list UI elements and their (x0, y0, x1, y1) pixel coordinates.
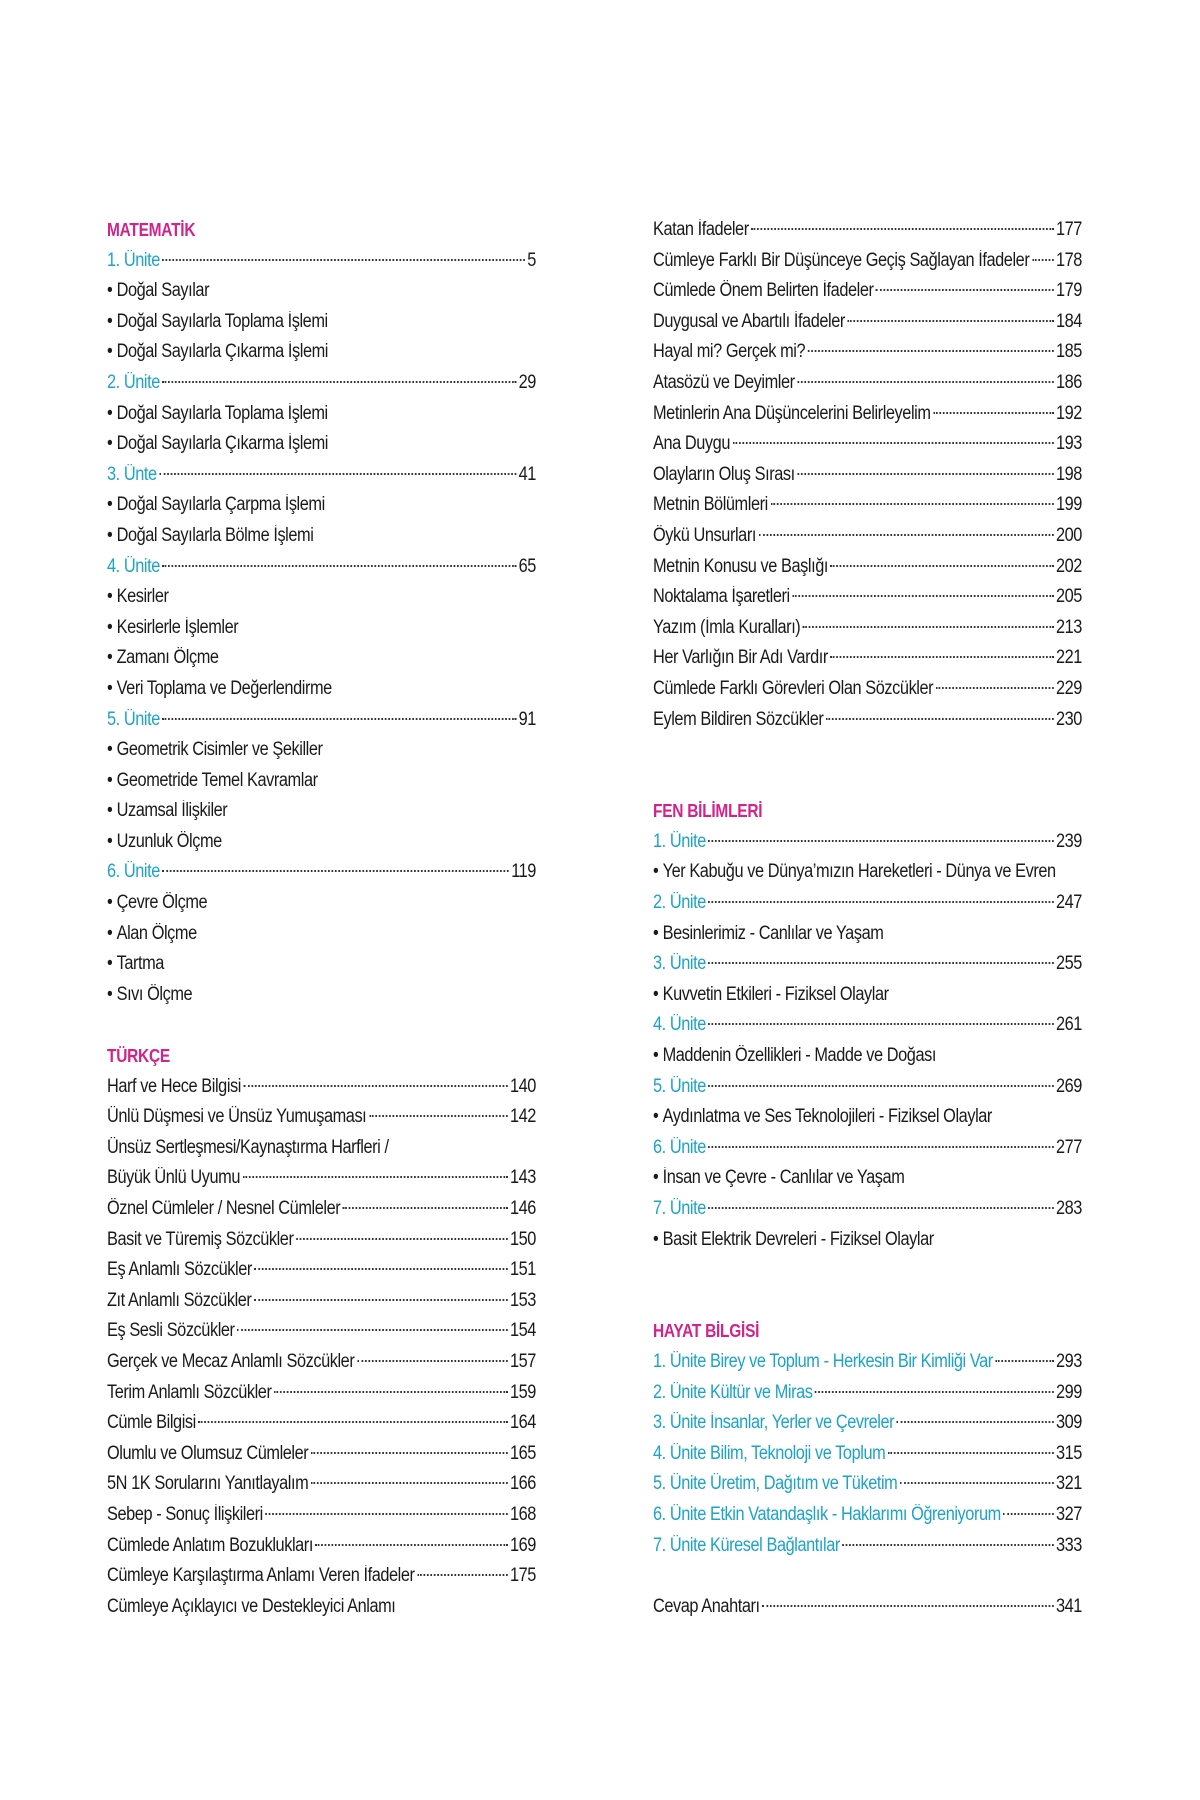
toc-left-column (107, 215, 537, 1622)
page-number: 168 (509, 1503, 536, 1525)
page-number: 142 (509, 1106, 536, 1128)
dot-leader (254, 1268, 507, 1270)
section-spacer (653, 1561, 1083, 1592)
topic-bullet-item (653, 980, 1082, 1011)
entry-title: • Doğal Sayılarla Çarpma İşlemi (107, 490, 325, 521)
page-number: 184 (1055, 310, 1082, 332)
page-number: 153 (509, 1289, 536, 1311)
toc-entry (107, 1133, 536, 1164)
topic-bullet-item (107, 276, 536, 307)
page-number: 193 (1055, 433, 1082, 455)
dot-leader (792, 595, 1053, 597)
page-number: 41 (518, 463, 536, 485)
entry-title: Duygusal ve Abartılı İfadeler (653, 310, 845, 332)
entry-title: 3. Ünite (653, 953, 706, 975)
dot-leader (815, 1391, 1053, 1393)
entry-title: • Alan Ölçme (107, 919, 197, 950)
page-number: 154 (509, 1320, 536, 1342)
page-number: 199 (1055, 494, 1082, 516)
dot-leader (830, 656, 1053, 658)
topic-bullet-item (107, 674, 536, 705)
entry-title: Terim Anlamlı Sözcükler (107, 1381, 272, 1403)
toc-entry (653, 337, 1082, 368)
unit-entry (653, 888, 1082, 919)
page-number: 166 (509, 1473, 536, 1495)
dot-leader (708, 1085, 1053, 1087)
toc-entry (107, 1469, 536, 1500)
toc-entry (107, 1531, 536, 1562)
entry-title: 4. Ünite (107, 555, 160, 577)
page-number: 164 (509, 1412, 536, 1434)
entry-title: • Geometrik Cisimler ve Şekiller (107, 735, 323, 766)
entry-title: • Çevre Ölçme (107, 888, 207, 919)
entry-title: • Kuvvetin Etkileri - Fiziksel Olaylar (653, 980, 889, 1011)
unit-entry (107, 368, 536, 399)
entry-title: 1. Ünite Birey ve Toplum - Herkesin Bir Kimliği Var (653, 1350, 993, 1372)
entry-title: 2. Ünite Kültür ve Miras (653, 1381, 813, 1403)
topic-bullet-item (653, 857, 1082, 888)
dot-leader (803, 626, 1054, 628)
page-number: 293 (1055, 1350, 1082, 1372)
toc-entry (107, 1347, 536, 1378)
entry-title: • Besinlerimiz - Canlılar ve Yaşam (653, 919, 883, 950)
page-number: 185 (1055, 341, 1082, 363)
topic-bullet-item (653, 1041, 1082, 1072)
entry-title: Noktalama İşaretleri (653, 586, 790, 608)
dot-leader (708, 1146, 1053, 1148)
entry-title: Harf ve Hece Bilgisi (107, 1075, 241, 1097)
dot-leader (343, 1207, 508, 1209)
unit-entry (653, 1010, 1082, 1041)
entry-title: Metnin Bölümleri (653, 494, 768, 516)
entry-title: Yazım (İmla Kuralları) (653, 616, 801, 638)
entry-title: Hayal mi? Gerçek mi? (653, 341, 806, 363)
dot-leader (876, 289, 1053, 291)
topic-bullet-item (107, 521, 536, 552)
entry-title: 5. Ünite Üretim, Dağıtım ve Tüketim (653, 1473, 898, 1495)
entry-title: • Yer Kabuğu ve Dünya’mızın Hareketleri - Dünya ve Evren (653, 857, 1056, 888)
toc-entry (653, 521, 1082, 552)
dot-leader (162, 870, 508, 872)
dot-leader (797, 381, 1053, 383)
dot-leader (237, 1329, 507, 1331)
entry-title: Her Varlığın Bir Adı Vardır (653, 647, 828, 669)
topic-bullet-item (107, 307, 536, 338)
dot-leader (900, 1482, 1053, 1484)
page-number: 159 (509, 1381, 536, 1403)
dot-leader (417, 1574, 507, 1576)
entry-title: • Uzunluk Ölçme (107, 827, 222, 858)
toc-entry (653, 429, 1082, 460)
topic-bullet-item (107, 796, 536, 827)
page-number: 198 (1055, 463, 1082, 485)
toc-entry (653, 307, 1082, 338)
entry-title: • Tartma (107, 949, 164, 980)
toc-entry (107, 1072, 536, 1103)
toc-entry (653, 276, 1082, 307)
toc-entry (653, 246, 1082, 277)
toc-entry (653, 643, 1082, 674)
dot-leader (762, 1605, 1053, 1607)
dot-leader (708, 1207, 1053, 1209)
dot-leader (897, 1421, 1054, 1423)
toc-entry (107, 1286, 536, 1317)
page-number: 269 (1055, 1075, 1082, 1097)
entry-title: Ünsüz Sertleşmesi/Kaynaştırma Harfleri / (107, 1136, 389, 1158)
page-number: 327 (1055, 1503, 1082, 1525)
unit-entry (653, 1133, 1082, 1164)
dot-leader (244, 1085, 508, 1087)
entry-title: 6. Ünite (653, 1136, 706, 1158)
entry-title: • Doğal Sayılar (107, 276, 209, 307)
entry-title: Cümleye Farklı Bir Düşünceye Geçiş Sağlayan İfadeler (653, 249, 1030, 271)
unit-entry (107, 705, 536, 736)
page-number: 299 (1055, 1381, 1082, 1403)
entry-title: Ana Duygu (653, 433, 730, 455)
page-number: 239 (1055, 830, 1082, 852)
entry-title: • Geometride Temel Kavramlar (107, 766, 318, 797)
page-number: 283 (1055, 1198, 1082, 1219)
entry-title: Ünlü Düşmesi ve Ünsüz Yumuşaması (107, 1106, 367, 1128)
page-number: 151 (509, 1259, 536, 1281)
toc-entry (653, 582, 1082, 613)
topic-bullet-item (107, 429, 536, 460)
dot-leader (369, 1115, 508, 1117)
page-number: 255 (1055, 953, 1082, 975)
entry-title: 6. Ünite Etkin Vatandaşlık - Haklarımı Öğreniyorum (653, 1503, 1001, 1525)
entry-title: Eylem Bildiren Sözcükler (653, 708, 824, 730)
entry-title: Öykü Unsurları (653, 524, 756, 546)
entry-title: • Doğal Sayılarla Çıkarma İşlemi (107, 337, 328, 368)
section-heading-turkce: TÜRKÇE (107, 1046, 170, 1067)
entry-title: Öznel Cümleler / Nesnel Cümleler (107, 1198, 341, 1219)
unit-entry (653, 1072, 1082, 1103)
entry-title: Basit ve Türemiş Sözcükler (107, 1228, 294, 1250)
dot-leader (296, 1238, 507, 1240)
section-heading-hayat-bi-lgi-si: HAYAT BİLGİSİ (653, 1321, 760, 1342)
toc-entry (107, 1194, 536, 1225)
entry-title: 2. Ünite (107, 371, 160, 393)
page-number: 309 (1055, 1412, 1082, 1434)
dot-leader (1003, 1513, 1053, 1515)
toc-entry (107, 1378, 536, 1409)
dot-leader (159, 473, 516, 475)
entry-title: Cevap Anahtarı (653, 1595, 760, 1617)
dot-leader (842, 1544, 1053, 1546)
toc-entry (107, 1225, 536, 1256)
entry-title: • Doğal Sayılarla Toplama İşlemi (107, 399, 328, 430)
entry-title: • Doğal Sayılarla Toplama İşlemi (107, 307, 328, 338)
toc-entry (107, 1316, 536, 1347)
toc-right-column (653, 215, 1083, 1622)
dot-leader (357, 1360, 507, 1362)
entry-title: Cümlede Farklı Görevleri Olan Sözcükler (653, 677, 934, 699)
entry-title: Olumlu ve Olumsuz Cümleler (107, 1442, 309, 1464)
entry-title: 6. Ünite (107, 861, 160, 883)
entry-title: Büyük Ünlü Uyumu (107, 1167, 240, 1189)
unit-entry (653, 1408, 1082, 1439)
unit-entry (107, 460, 536, 491)
page-number: 315 (1055, 1442, 1082, 1464)
toc-entry (107, 1592, 536, 1623)
topic-bullet-item (107, 337, 536, 368)
entry-title: • Basit Elektrik Devreleri - Fiziksel Olaylar (653, 1225, 934, 1256)
entry-title: • Aydınlatma ve Ses Teknolojileri - Fiziksel Olaylar (653, 1102, 992, 1133)
unit-entry (653, 1347, 1082, 1378)
toc-entry (107, 1255, 536, 1286)
topic-bullet-item (107, 888, 536, 919)
toc-entry (653, 552, 1082, 583)
unit-entry (653, 1378, 1082, 1409)
page-number: 5 (527, 249, 536, 271)
page-number: 177 (1055, 219, 1082, 240)
section-spacer (653, 1255, 1083, 1316)
topic-bullet-item (107, 766, 536, 797)
dot-leader (759, 534, 1054, 536)
entry-title: • Kesirler (107, 582, 169, 613)
entry-title: 7. Ünite (653, 1198, 706, 1219)
dot-leader (265, 1513, 507, 1515)
dot-leader (708, 1023, 1053, 1025)
topic-bullet-item (107, 735, 536, 766)
dot-leader (162, 565, 516, 567)
unit-entry (107, 857, 536, 888)
dot-leader (198, 1421, 507, 1423)
topic-bullet-item (107, 980, 536, 1011)
page-number: 157 (509, 1350, 536, 1372)
page-number: 119 (511, 861, 536, 883)
page-number: 261 (1055, 1014, 1082, 1036)
entry-title: Cümlede Anlatım Bozuklukları (107, 1534, 313, 1556)
entry-title: 3. Ünte (107, 463, 157, 485)
entry-title: Gerçek ve Mecaz Anlamlı Sözcükler (107, 1350, 355, 1372)
entry-title: 5N 1K Sorularını Yanıtlayalım (107, 1473, 309, 1495)
dot-leader (733, 442, 1054, 444)
page-number: 65 (518, 555, 536, 577)
toc-entry (653, 613, 1082, 644)
dot-leader (162, 718, 516, 720)
dot-leader (311, 1482, 508, 1484)
unit-entry (653, 1531, 1082, 1562)
page-number: 91 (518, 708, 536, 730)
entry-title: Eş Sesli Sözcükler (107, 1320, 235, 1342)
page-number: 169 (509, 1534, 536, 1556)
page-number: 165 (509, 1442, 536, 1464)
entry-title: • Maddenin Özellikleri - Madde ve Doğası (653, 1041, 936, 1072)
unit-entry (107, 246, 536, 277)
toc-entry (653, 490, 1082, 521)
entry-title: 4. Ünite (653, 1014, 706, 1036)
toc-entry (107, 1439, 536, 1470)
entry-title: 4. Ünite Bilim, Teknoloji ve Toplum (653, 1442, 886, 1464)
toc-entry (653, 399, 1082, 430)
topic-bullet-item (107, 827, 536, 858)
topic-bullet-item (653, 1163, 1082, 1194)
page-number: 150 (509, 1228, 536, 1250)
unit-entry (653, 1500, 1082, 1531)
page-number: 333 (1055, 1534, 1082, 1556)
entry-title: 3. Ünite İnsanlar, Yerler ve Çevreler (653, 1412, 895, 1434)
unit-entry (653, 1469, 1082, 1500)
topic-bullet-item (653, 1225, 1082, 1256)
dot-leader (708, 901, 1053, 903)
section-heading-fen-bi-li-mleri: FEN BİLİMLERİ (653, 801, 763, 822)
unit-entry (653, 1439, 1082, 1470)
dot-leader (797, 473, 1053, 475)
entry-title: Cümlede Önem Belirten İfadeler (653, 280, 874, 302)
entry-title: Katan İfadeler (653, 219, 749, 240)
page-number: 277 (1055, 1136, 1082, 1158)
page-number: 247 (1055, 892, 1082, 914)
toc-entry (107, 1561, 536, 1592)
toc-entry (653, 460, 1082, 491)
page-number: 29 (518, 371, 536, 393)
dot-leader (254, 1299, 507, 1301)
entry-title: • Sıvı Ölçme (107, 980, 192, 1011)
toc-entry (653, 368, 1082, 399)
topic-bullet-item (107, 613, 536, 644)
page-number: 341 (1055, 1595, 1082, 1617)
entry-title: Zıt Anlamlı Sözcükler (107, 1289, 252, 1311)
page-number: 202 (1055, 555, 1082, 577)
dot-leader (162, 259, 524, 261)
page-number: 230 (1055, 708, 1082, 730)
toc-entry (653, 705, 1082, 736)
toc-entry (653, 215, 1082, 246)
dot-leader (708, 962, 1053, 964)
topic-bullet-item (107, 399, 536, 430)
page-number: 178 (1055, 249, 1082, 271)
toc-entry (107, 1163, 536, 1194)
topic-bullet-item (653, 1102, 1082, 1133)
page-number: 146 (509, 1198, 536, 1219)
entry-title: 2. Ünite (653, 892, 706, 914)
dot-leader (831, 565, 1054, 567)
toc-entry (107, 1102, 536, 1133)
topic-bullet-item (107, 919, 536, 950)
dot-leader (933, 412, 1053, 414)
dot-leader (311, 1452, 508, 1454)
entry-title: • Doğal Sayılarla Çıkarma İşlemi (107, 429, 328, 460)
page-number: 213 (1055, 616, 1082, 638)
entry-title: Cümleye Açıklayıcı ve Destekleyici Anlamı (107, 1595, 396, 1617)
entry-title: • Kesirlerle İşlemler (107, 613, 238, 644)
dot-leader (936, 687, 1054, 689)
entry-title: 5. Ünite (653, 1075, 706, 1097)
dot-leader (888, 1452, 1054, 1454)
dot-leader (1032, 259, 1054, 261)
page-number: 205 (1055, 586, 1082, 608)
entry-title: Cümle Bilgisi (107, 1412, 196, 1434)
page-number: 140 (509, 1075, 536, 1097)
page-number: 186 (1055, 371, 1082, 393)
topic-bullet-item (107, 582, 536, 613)
unit-entry (653, 949, 1082, 980)
unit-entry (107, 552, 536, 583)
dot-leader (995, 1360, 1053, 1362)
entry-title: 5. Ünite (107, 708, 160, 730)
topic-bullet-item (653, 919, 1082, 950)
entry-title: • Veri Toplama ve Değerlendirme (107, 674, 332, 705)
dot-leader (847, 320, 1053, 322)
entry-title: Metinlerin Ana Düşüncelerini Belirleyelim (653, 402, 931, 424)
unit-entry (653, 827, 1082, 858)
toc-entry (107, 1500, 536, 1531)
dot-leader (708, 840, 1053, 842)
page-number: 229 (1055, 677, 1082, 699)
entry-title: 1. Ünite (653, 830, 706, 852)
page-number: 192 (1055, 402, 1082, 424)
dot-leader (162, 381, 516, 383)
dot-leader (243, 1176, 508, 1178)
page-number: 143 (509, 1167, 536, 1189)
entry-title: 1. Ünite (107, 249, 160, 271)
dot-leader (808, 350, 1054, 352)
dot-leader (770, 503, 1053, 505)
entry-title: 7. Ünite Küresel Bağlantılar (653, 1534, 840, 1556)
entry-title: Olayların Oluş Sırası (653, 463, 795, 485)
page-number: 175 (509, 1565, 536, 1587)
entry-title: Metnin Konusu ve Başlığı (653, 555, 828, 577)
toc-entry (653, 674, 1082, 705)
section-spacer (653, 735, 1083, 796)
topic-bullet-item (107, 949, 536, 980)
dot-leader (274, 1391, 507, 1393)
section-heading-matemati-k: MATEMATİK (107, 220, 196, 240)
topic-bullet-item (107, 643, 536, 674)
unit-entry (653, 1194, 1082, 1225)
section-spacer (107, 1010, 537, 1041)
dot-leader (316, 1544, 508, 1546)
topic-bullet-item (107, 490, 536, 521)
page-number: 221 (1055, 647, 1082, 669)
entry-title: • Doğal Sayılarla Bölme İşlemi (107, 521, 313, 552)
entry-title: • Zamanı Ölçme (107, 643, 219, 674)
entry-title: Cümleye Karşılaştırma Anlamı Veren İfadeler (107, 1565, 415, 1587)
page-number: 200 (1055, 524, 1082, 546)
toc-entry (107, 1408, 536, 1439)
entry-title: Sebep - Sonuç İlişkileri (107, 1503, 263, 1525)
entry-title: • Uzamsal İlişkiler (107, 796, 227, 827)
page-number: 321 (1055, 1473, 1082, 1495)
entry-title: • İnsan ve Çevre - Canlılar ve Yaşam (653, 1163, 904, 1194)
toc-entry (653, 1592, 1082, 1623)
dot-leader (826, 718, 1053, 720)
entry-title: Eş Anlamlı Sözcükler (107, 1259, 252, 1281)
page-number: 179 (1055, 280, 1082, 302)
dot-leader (751, 228, 1053, 230)
entry-title: Atasözü ve Deyimler (653, 371, 795, 393)
